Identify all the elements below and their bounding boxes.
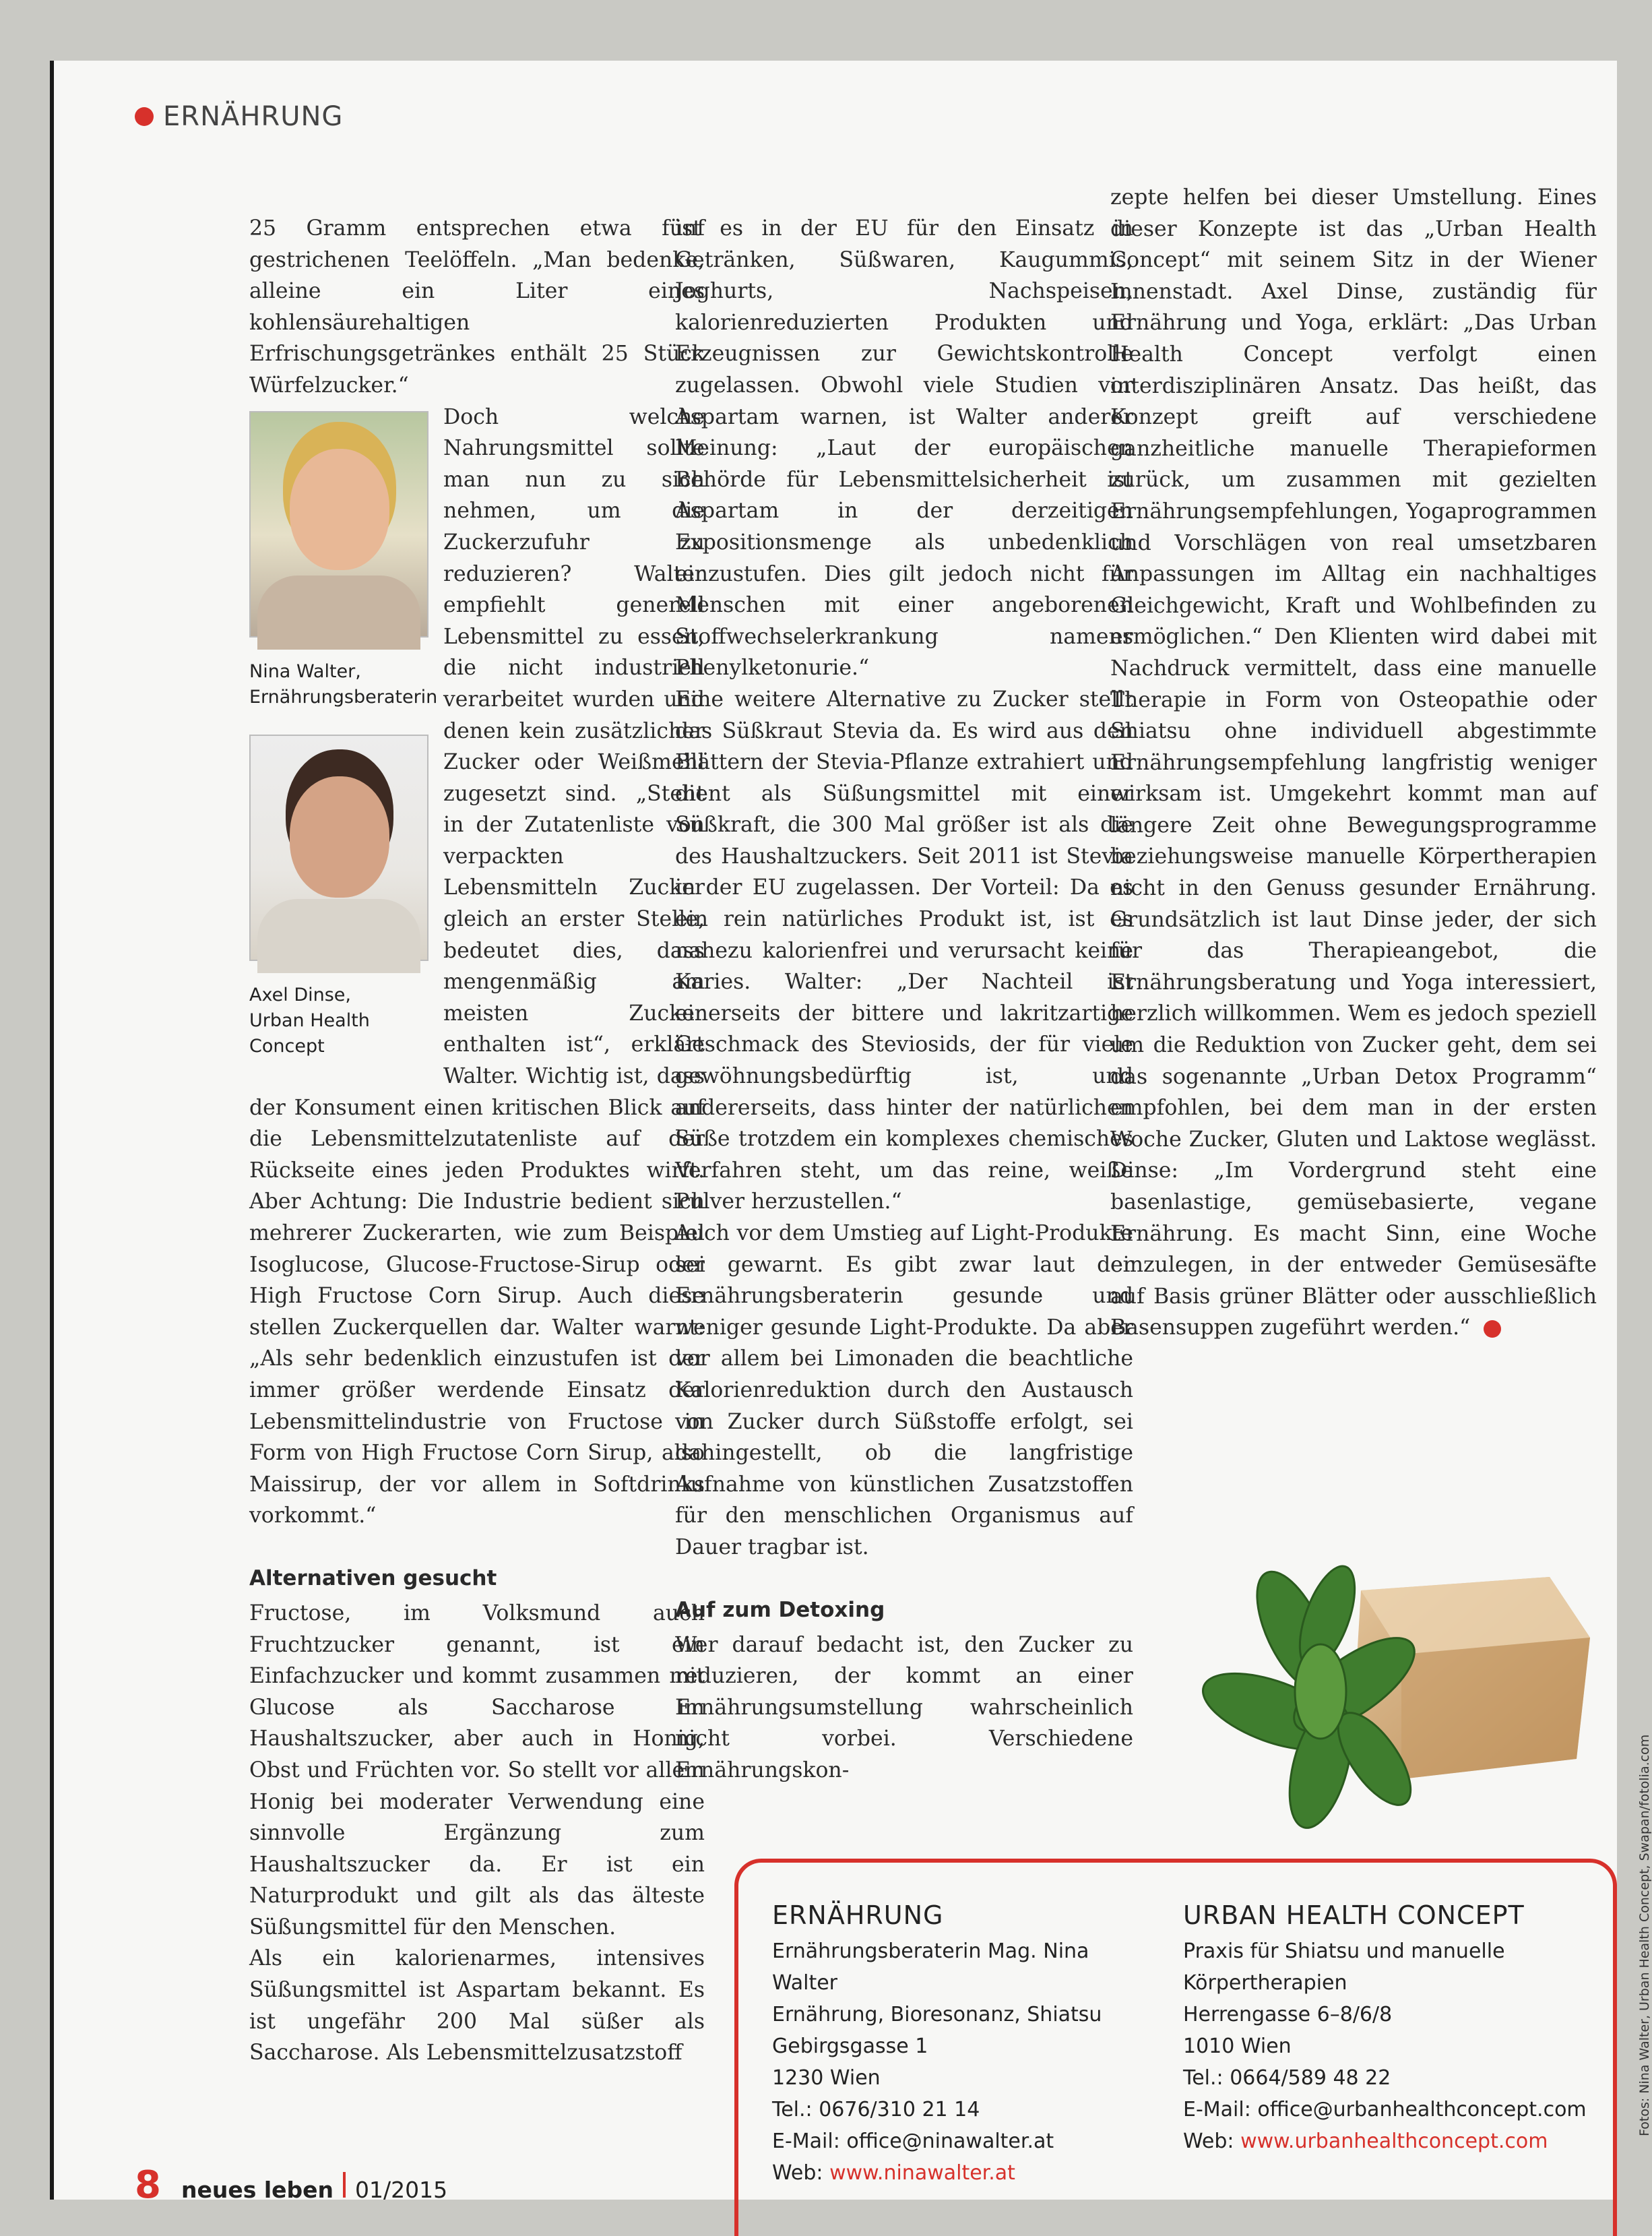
contact-line: 1230 Wien: [772, 2066, 881, 2090]
contact-web: [1183, 2125, 1601, 2157]
contact-line: 1010 Wien: [1183, 2035, 1292, 2058]
contact-phone: Tel.: 0676/310 21 14: [772, 2098, 980, 2121]
contact-line: Ernährungsberaterin Mag. Nina Walter: [772, 1939, 1089, 1995]
caption-role: Urban Health Concept: [249, 1010, 370, 1057]
web-label: Web:: [1183, 2130, 1241, 2153]
shoulders-shape: [257, 576, 420, 650]
subheading: Auf zum Detoxing: [675, 1597, 885, 1622]
contact-line: Ernährung, Bioresonanz, Shiatsu: [772, 2003, 1102, 2026]
web-link[interactable]: www.ninawalter.at: [829, 2161, 1015, 2185]
contact-urban-health-concept: [1183, 1898, 1601, 2157]
paragraph: [1110, 182, 1597, 1344]
magazine-name: neues leben: [181, 2177, 334, 2203]
contact-infobox: [734, 1859, 1617, 2236]
web-link[interactable]: www.urbanhealthconcept.com: [1240, 2130, 1548, 2153]
page-number: 8: [135, 2163, 161, 2207]
page-footer: [135, 2163, 447, 2207]
photo-caption: [249, 983, 428, 1059]
contact-line: Körpertherapien: [1183, 1971, 1347, 1995]
paragraph: 25 Gramm entsprechen etwa fünf gestrichenen Teelöffeln. „Man bedenke, alleine ein Liter eines kohlensäurehaltigen Erfrischungsgetränkes enthält 25 Stück Würfelzucker.“: [249, 216, 705, 398]
section-dot-icon: [135, 107, 154, 126]
subheading: Alternativen gesucht: [249, 1565, 497, 1590]
contact-line: Herrengasse 6–8/6/8: [1183, 2003, 1393, 2026]
article-column-2: [675, 213, 1133, 1787]
portrait-nina-walter: [249, 411, 438, 1084]
paragraph: ist es in der EU für den Einsatz in Getränken, Süßwaren, Kaugummis, Joghurts, Nachspeisen, kalorienreduzierten Produkten und Erzeugnissen zur Gewichtskontrolle zugelassen. Obwohl viele Studien vor Aspartam warnen, ist Walter anderer Meinung: „Laut der europäischen Behörde für Lebensmittelsicherheit ist Aspartam in der derzeitigen Expositionsmenge als unbedenklich einzustufen. Dies gilt jedoch nicht für Menschen mit einer angeborenen Stoffwechselerkrankung namens Phenylketonurie.“: [675, 216, 1133, 681]
contact-ernaehrung: [772, 1898, 1149, 2189]
magazine-page: [54, 61, 1652, 2207]
shoulders-shape: [257, 899, 420, 973]
contact-line: Gebirgsgasse 1: [772, 2035, 928, 2058]
contact-title: ERNÄHRUNG: [772, 1900, 944, 1930]
section-label: [135, 101, 343, 132]
paragraph: Doch welche Nahrungsmittel sollte man nun zu sich nehmen, um die Zuckerzufuhr zu reduzieren? Walter empfiehlt generell Lebensmittel zu essen, die nicht industriell verarbeitet wurden und denen kein zusätzlicher Zucker oder Weißmehl zugesetzt sind. „Steht in der Zutatenliste von verpackten Lebensmitteln Zucker gleich an erster Stelle, bedeutet dies, dass mengenmäßig am meisten Zucker enthalten ist“, erklärt Walter. Wichtig ist, dass der Konsument einen kritischen Blick auf die Lebensmittelzutatenliste auf der Rückseite eines jeden Produktes wirft. Aber Achtung: Die Industrie bedient sich mehrerer Zuckerarten, wie zum Beispiel Isoglucose, Glucose-Fructose-Sirup oder High Fructose Corn Sirup. Auch diese stellen Zuckerquellen dar. Walter warnt: „Als sehr bedenklich einzustufen ist der immer größer werdende Einsatz der Lebensmittelindustrie von Fructose in Form von High Fructose Corn Sirup, also Maissirup, der vor allem in Softdrinks vorkommt.“: [249, 404, 705, 1528]
portrait-photo: [249, 411, 428, 638]
contact-phone: Tel.: 0664/589 48 22: [1183, 2066, 1391, 2090]
footer-divider: [343, 2172, 346, 2198]
paragraph: Eine weitere Alternative zu Zucker stellt das Süßkraut Stevia da. Es wird aus den Blättern der Stevia-Pflanze extrahiert und dient als Süßungsmittel mit einer Süßkraft, die 300 Mal größer ist als die des Haushaltzuckers. Seit 2011 ist Stevia in der EU zugelassen. Der Vorteil: Da es ein rein natürliches Produkt ist, ist es nahezu kalorienfrei und verursacht keine Karies. Walter: „Der Nachteil ist einerseits der bittere und lakritzartige Geschmack des Steviosids, der für viele gewöhnungsbedürftig ist, und andererseits, dass hinter der natürlichen Süße trotzdem ein komplexes chemisches Verfahren steht, um das reine, weiße Pulver herzustellen.“: [675, 687, 1133, 1214]
paragraph: Wer darauf bedacht ist, den Zucker zu reduzieren, der kommt an einer Ernährungsumstellung wahrscheinlich nicht vorbei. Verschiedene Ernährungskon-: [675, 1632, 1133, 1782]
portrait-photo: [249, 735, 428, 961]
contact-title: URBAN HEALTH CONCEPT: [1183, 1900, 1525, 1930]
stevia-sugar-illustration: [1199, 1536, 1617, 1846]
face-shape: [290, 449, 389, 570]
paragraph: Fructose, im Volksmund auch Fruchtzucker genannt, ist ein Einfachzucker und kommt zusammen mit Glucose als Saccharose im Haushaltszucker, aber auch in Honig, Obst und Früchten vor. So stellt vor allem Honig bei moderater Verwendung eine sinnvolle Ergänzung zum Haushaltszucker da. Er ist ein Naturprodukt und gilt als das älteste Süßungsmittel für den Menschen.: [249, 1601, 705, 1939]
contact-email: E-Mail: office@ninawalter.at: [772, 2130, 1054, 2153]
photo-credit: Fotos: Nina Walter, Urban Health Concept, Swapan/fotolia.com: [1637, 1734, 1652, 2136]
issue-number: 01/2015: [355, 2177, 448, 2203]
paragraph: Auch vor dem Umstieg auf Light-Produkte sei gewarnt. Es gibt zwar laut der Ernährungsberaterin gesunde und weniger gesunde Light-Produkte. Da aber vor allem bei Limonaden die beachtliche Kalorienreduktion durch den Austausch von Zucker durch Süßstoffe erfolgt, sei dahingestellt, ob die langfristige Aufnahme von künstlichen Zusatzstoffen für den menschlichen Organismus auf Dauer tragbar ist.: [675, 1221, 1133, 1559]
contact-email: E-Mail: office@urbanhealthconcept.com: [1183, 2098, 1587, 2121]
article-column-3: [1110, 182, 1597, 1344]
paragraph: Als ein kalorienarmes, intensives Süßungsmittel ist Aspartam bekannt. Es ist ungefähr 200 Mal süßer als Saccharose. Als Lebensmittelzusatzstoff: [249, 1946, 705, 2066]
face-shape: [290, 776, 389, 898]
paragraph-text: zepte helfen bei dieser Umstellung. Eines dieser Konzepte ist das „Urban Health Concept“ mit seinem Sitz in der Wiener Innenstadt. Axel Dinse, zuständig für Ernährung und Yoga, erklärt: „Das Urban Health Concept verfolgt einen interdisziplinären Ansatz. Das heißt, das Konzept greift auf verschiedene ganzheitliche manuelle Therapieformen zurück, um zusammen mit gezielten Ernährungsempfehlungen, Yogaprogrammen und Vorschlägen von real umsetzbaren Anpassungen im Alltag ein nachhaltiges Gleichgewicht, Kraft und Wohlbefinden zu ermöglichen.“ Den Klienten wird dabei mit Nachdruck vermittelt, dass eine manuelle Therapie in Form von Osteopathie oder Shiatsu ohne individuell abgestimmte Ernährungsempfehlung langfristig weniger wirksam ist. Umgekehrt kommt man auf längere Zeit ohne Bewegungsprogramme beziehungsweise manuelle Körpertherapien nicht in den Genuss gesunder Ernährung. Grundsätzlich ist laut Dinse jeder, der sich für das Therapieangebot, die Ernährungsberatung und Yoga interessiert, herzlich willkommen. Wem es jedoch speziell um die Reduktion von Zucker geht, dem sei das sogenannte „Urban Detox Programm“ empfohlen, bei dem man in der ersten Woche Zucker, Gluten und Laktose weglässt. Dinse: „Im Vordergrund steht eine basenlastige, gemüsebasierte, vegane Ernährung. Es macht Sinn, eine Woche einzulegen, in der entweder Gemüsesäfte auf Basis grüner Blätter oder ausschließlich Basensuppen zugeführt werden.“: [1110, 185, 1597, 1340]
contact-line: Praxis für Shiatsu und manuelle: [1183, 1939, 1505, 1963]
end-mark-icon: [1484, 1320, 1501, 1338]
article-column-1: [249, 213, 705, 2069]
web-label: Web:: [772, 2161, 830, 2185]
caption-name: Nina Walter,: [249, 660, 361, 682]
section-title: ERNÄHRUNG: [163, 101, 344, 132]
caption-name: Axel Dinse,: [249, 984, 351, 1005]
caption-role: Ernährungsberaterin: [249, 686, 438, 708]
contact-web: [772, 2157, 1149, 2189]
photo-caption: [249, 659, 438, 710]
